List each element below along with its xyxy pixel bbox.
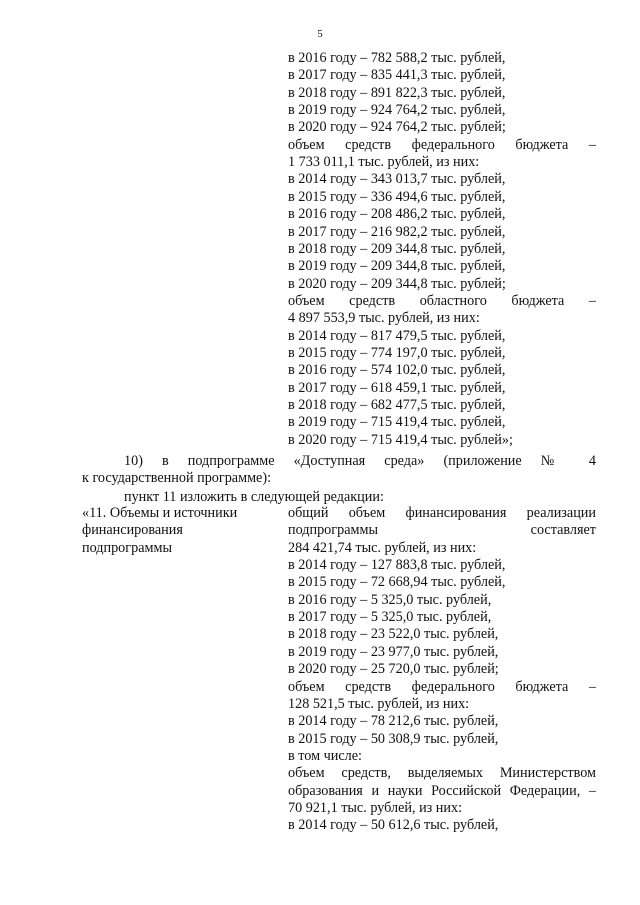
funding-line: 1 733 011,1 тыс. рублей, из них: (288, 154, 480, 171)
funding-line: в 2015 году – 336 494,6 тыс. рублей, (288, 188, 506, 205)
funding-line: в 2018 году – 209 344,8 тыс. рублей, (288, 240, 506, 257)
item-10-line-2: к государственной программе): (82, 470, 272, 486)
funding-line: в 2019 году – 924 764,2 тыс. рублей, (288, 102, 506, 119)
funding-line: в 2017 году – 5 325,0 тыс. рублей, (288, 609, 492, 626)
funding-line: 4 897 553,9 тыс. рублей, из них: (288, 310, 480, 327)
funding-line: объем средств областного бюджета – (288, 292, 596, 309)
funding-line: в 2014 году – 50 612,6 тыс. рублей, (288, 817, 499, 834)
funding-line: 128 521,5 тыс. рублей, из них: (288, 695, 470, 712)
point-11-instruction: пункт 11 изложить в следующей редакции: (124, 489, 384, 505)
funding-line: в 2018 году – 682 477,5 тыс. рублей, (288, 397, 506, 413)
funding-line: в 2017 году – 618 459,1 тыс. рублей, (288, 379, 506, 396)
funding-line: в 2015 году – 774 197,0 тыс. рублей, (288, 344, 506, 361)
funding-line: в 2015 году – 72 668,94 тыс. рублей, (288, 574, 506, 591)
funding-line: объем средств, выделяемых Министерством (288, 765, 596, 782)
funding-line: в 2014 году – 817 479,5 тыс. рублей, (288, 327, 506, 344)
funding-line: объем средств федерального бюджета – (288, 678, 596, 695)
funding-line: в 2020 году – 25 720,0 тыс. рублей; (288, 661, 499, 678)
funding-line: в 2018 году – 23 522,0 тыс. рублей, (288, 626, 499, 643)
left-label-line: «11. Объемы и источники (82, 505, 238, 521)
funding-line: в 2014 году – 127 883,8 тыс. рублей, (288, 557, 506, 574)
funding-line: в 2016 году – 208 486,2 тыс. рублей, (288, 206, 506, 223)
funding-line: подпрограммы составляет (288, 522, 596, 539)
funding-line: образования и науки Российской Федерации, – (288, 782, 596, 799)
funding-line: в 2014 году – 343 013,7 тыс. рублей, (288, 171, 506, 188)
funding-line: 70 921,1 тыс. рублей, из них: (288, 799, 463, 816)
funding-line: в 2018 году – 891 822,3 тыс. рублей, (288, 84, 506, 101)
page-number: 5 (317, 28, 323, 40)
funding-line: в 2016 году – 5 325,0 тыс. рублей, (288, 591, 492, 608)
funding-line: в 2015 году – 50 308,9 тыс. рублей, (288, 730, 499, 747)
left-label-line: финансирования (82, 522, 183, 539)
funding-line: в том числе: (288, 747, 362, 764)
left-label-line: подпрограммы (82, 539, 172, 556)
funding-line: в 2020 году – 209 344,8 тыс. рублей; (288, 275, 506, 292)
funding-line: в 2017 году – 216 982,2 тыс. рублей, (288, 223, 506, 240)
funding-line: объем средств федерального бюджета – (288, 136, 596, 153)
funding-line: в 2020 году – 924 764,2 тыс. рублей; (288, 119, 506, 136)
funding-line: в 2020 году – 715 419,4 тыс. рублей»; (288, 431, 513, 448)
funding-line: в 2014 году – 78 212,6 тыс. рублей, (288, 713, 499, 730)
funding-line: в 2016 году – 782 588,2 тыс. рублей, (288, 50, 506, 66)
funding-line: общий объем финансирования реализации (288, 505, 596, 521)
funding-line: в 2019 году – 715 419,4 тыс. рублей, (288, 414, 506, 431)
funding-line: в 2019 году – 23 977,0 тыс. рублей, (288, 643, 499, 660)
item-10-line-1: 10) в подпрограмме «Доступная среда» (приложение № 4 (124, 453, 596, 469)
funding-line: в 2016 году – 574 102,0 тыс. рублей, (288, 362, 506, 379)
funding-line: в 2017 году – 835 441,3 тыс. рублей, (288, 67, 506, 84)
funding-line: в 2019 году – 209 344,8 тыс. рублей, (288, 258, 506, 275)
funding-line: 284 421,74 тыс. рублей, из них: (288, 539, 477, 556)
